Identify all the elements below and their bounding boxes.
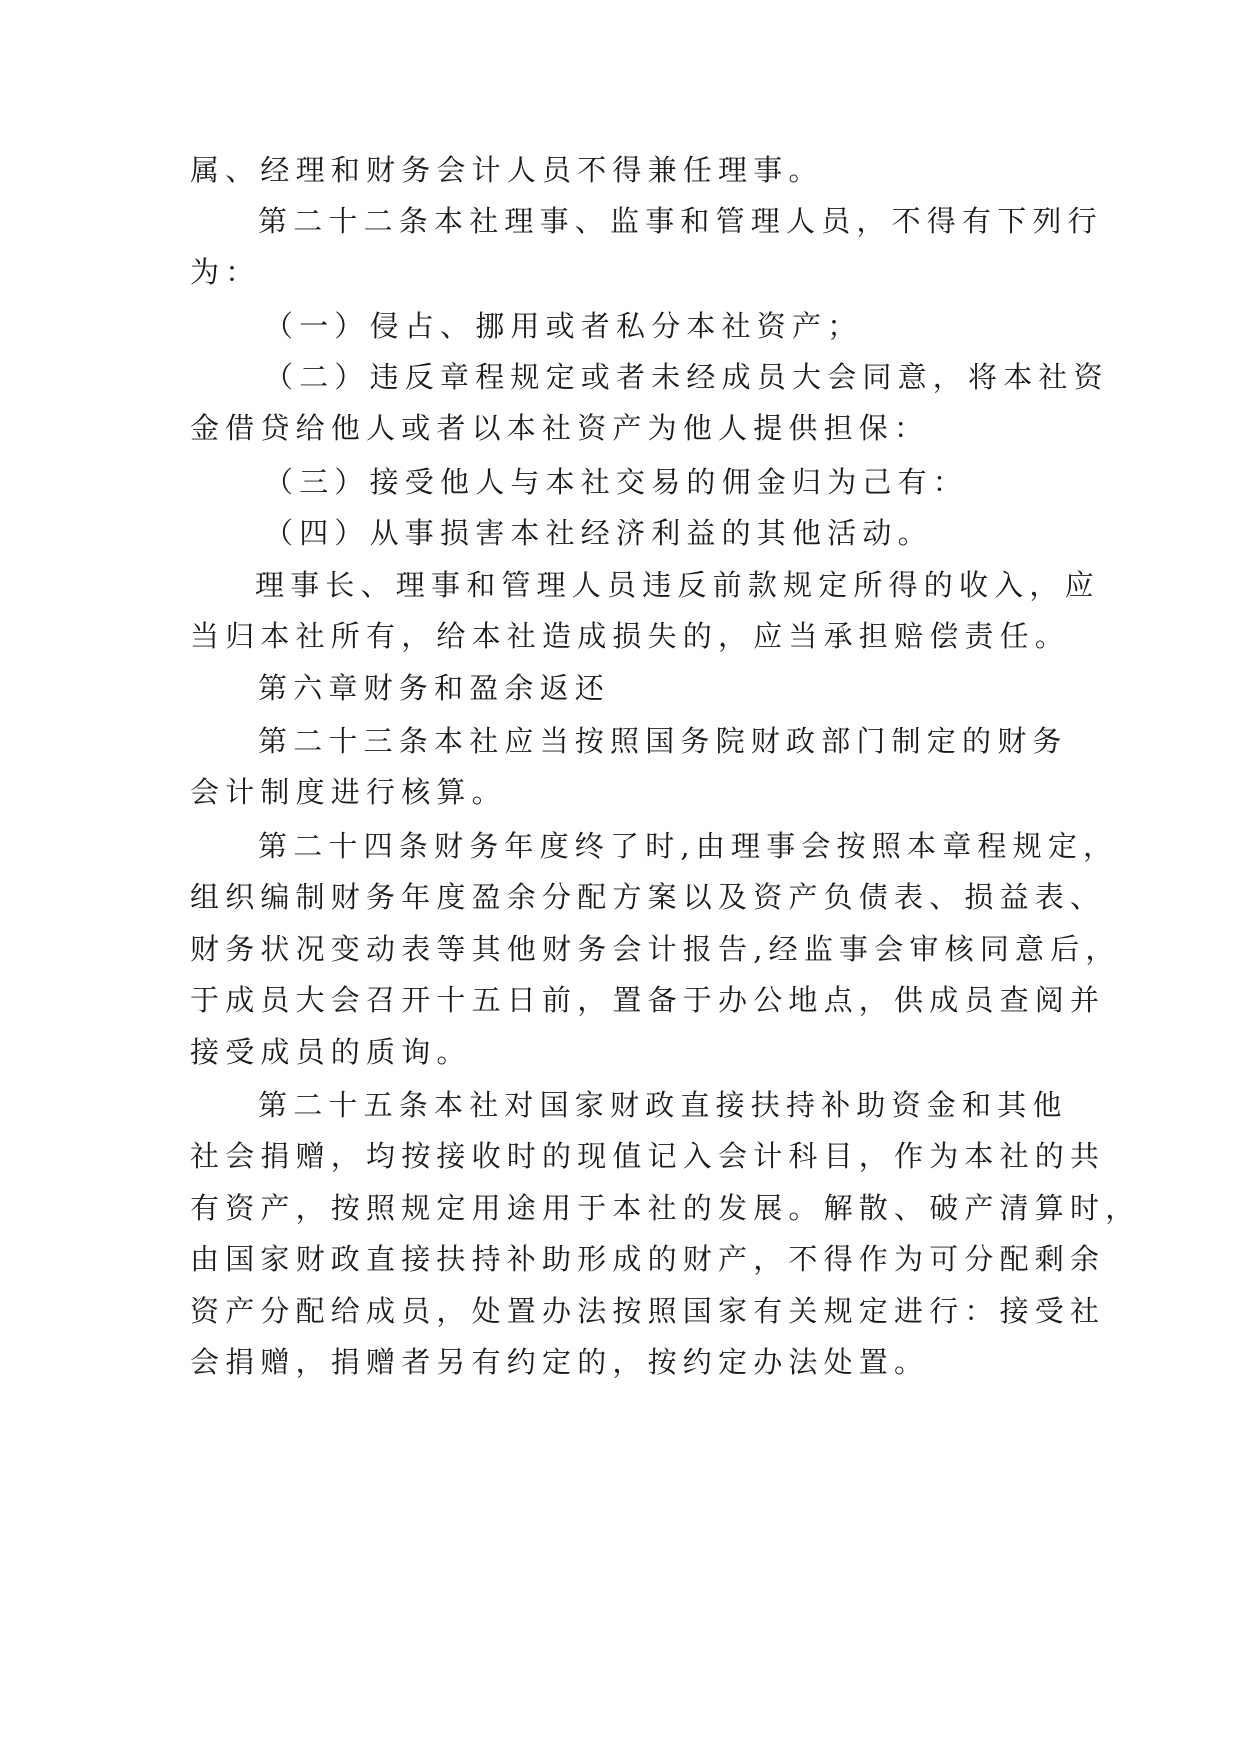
- text-line: 会计制度进行核算。: [190, 775, 507, 809]
- list-item: （四）从事损害本社经济利益的其他活动。: [264, 516, 933, 550]
- article-22-heading: 第二十二条本社理事、监事和管理人员，不得有下列行: [258, 204, 1103, 238]
- list-item: （一）侵占、挪用或者私分本社资产；: [264, 309, 863, 343]
- text-line: 当归本社所有，给本社造成损失的，应当承担赔偿责任。: [190, 619, 1071, 653]
- list-item: （三）接受他人与本社交易的佣金归为己有：: [264, 465, 969, 499]
- article-25-heading: 第二十五条本社对国家财政直接扶持补助资金和其他: [258, 1088, 1068, 1122]
- text-line: 为：: [190, 255, 261, 289]
- text-line: 接受成员的质询。: [190, 1035, 472, 1069]
- text-line: 组织编制财务年度盈余分配方案以及资产负债表、损益表、: [190, 880, 1106, 914]
- article-23-heading: 第二十三条本社应当按照国务院财政部门制定的财务: [258, 724, 1068, 758]
- text-line: 资产分配给成员，处置办法按照国家有关规定进行：接受社: [190, 1294, 1106, 1328]
- text-line: 属、经理和财务会计人员不得兼任理事。: [190, 153, 824, 187]
- text-line: 会捐赠，捐赠者另有约定的，按约定办法处置。: [190, 1345, 930, 1379]
- text-line: 于成员大会召开十五日前，置备于办公地点，供成员查阅并: [190, 983, 1106, 1017]
- text-line: 由国家财政直接扶持补助形成的财产，不得作为可分配剩余: [190, 1242, 1106, 1276]
- text-line: 社会捐赠，均按接收时的现值记入会计科目，作为本社的共: [190, 1139, 1106, 1173]
- chapter-6-heading: 第六章财务和盈余返还: [258, 671, 611, 705]
- text-line: 金借贷给他人或者以本社资产为他人提供担保：: [190, 411, 930, 445]
- text-line: 财务状况变动表等其他财务会计报告,经监事会审核同意后，: [190, 932, 1121, 966]
- text-line: 理事长、理事和管理人员违反前款规定所得的收入，应: [255, 568, 1100, 602]
- list-item: （二）违反章程规定或者未经成员大会同意，将本社资: [264, 360, 1109, 394]
- text-line: 有资产，按照规定用途用于本社的发展。解散、破产清算时，: [190, 1191, 1141, 1225]
- article-24-heading: 第二十四条财务年度终了时,由理事会按照本章程规定，: [258, 829, 1119, 863]
